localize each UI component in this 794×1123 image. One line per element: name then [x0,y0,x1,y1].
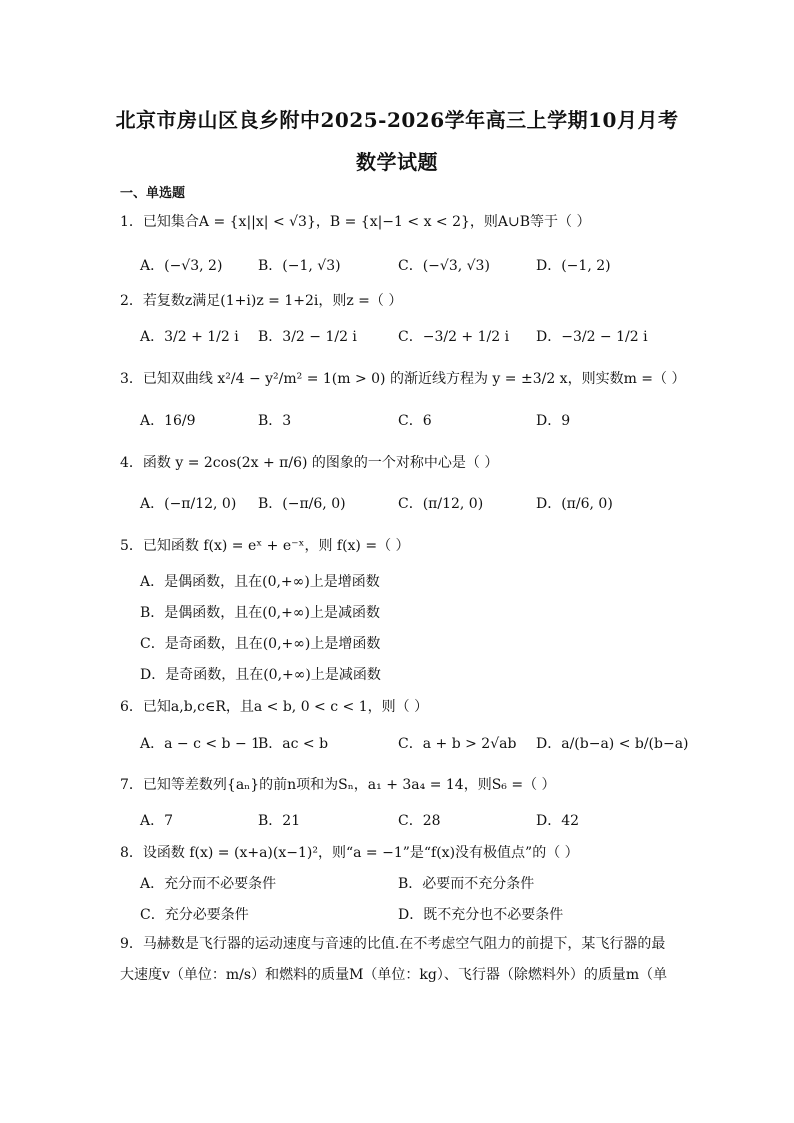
q6-option-c: C．a + b > 2√ab [398,736,517,752]
q1-option-b: B．(−1, √3) [258,258,341,274]
q7-option-d: D．42 [536,813,580,829]
q4-option-a: A．(−π/12, 0) [140,496,237,512]
q6-option-d: D．a/(b−a) < b/(b−a) [536,736,689,752]
q4-option-c: C．(π/12, 0) [398,496,484,512]
exam-title: 北京市房山区良乡附中2025-2026学年高三上学期10月月考 [115,108,679,132]
q8-option-d: D．既不充分也不必要条件 [398,907,564,923]
q2-option-a: A．3/2 + 1/2 i [140,329,239,345]
q2-option-d: D．−3/2 − 1/2 i [536,329,648,345]
question-3: 3．已知双曲线 x²/4 − y²/m² = 1(m > 0) 的渐近线方程为 y = ±3/2 x，则实数m =（ ） [120,371,686,387]
q6-option-a: A．a − c < b − 1 [140,736,261,752]
q7-option-b: B．21 [258,813,301,829]
q3-option-d: D．9 [536,413,571,429]
q7-option-a: A．7 [140,813,174,829]
q5-option-d: D．是奇函数，且在(0,+∞)上是减函数 [140,667,381,683]
q2-option-b: B．3/2 − 1/2 i [258,329,357,345]
q7-option-c: C．28 [398,813,441,829]
question-8: 8．设函数 f(x) = (x+a)(x−1)²，则“a = −1”是“f(x)没有极值点”的（ ） [120,845,579,861]
question-7: 7．已知等差数列{aₙ}的前n项和为Sₙ，a₁ + 3a₄ = 14，则S₆ =（ ） [120,777,556,793]
q5-option-a: A．是偶函数，且在(0,+∞)上是增函数 [140,574,380,590]
q1-option-c: C．(−√3, √3) [398,258,490,274]
question-6: 6．已知a,b,c∈R，且a < b, 0 < c < 1，则（ ） [120,699,429,715]
q2-option-c: C．−3/2 + 1/2 i [398,329,510,345]
q3-option-a: A．16/9 [140,413,196,429]
exam-subtitle: 数学试题 [356,150,438,174]
q1-option-d: D．(−1, 2) [536,258,611,274]
q8-option-a: A．充分而不必要条件 [140,876,277,892]
q8-option-c: C．充分必要条件 [140,907,249,923]
section-heading: 一、单选题 [120,186,186,201]
q8-option-b: B．必要而不充分条件 [398,876,535,892]
q4-option-b: B．(−π/6, 0) [258,496,346,512]
question-5: 5．已知函数 f(x) = eˣ + e⁻ˣ，则 f(x) =（ ） [120,538,410,554]
question-2: 2．若复数z满足(1+i)z = 1+2i，则z =（ ） [120,293,403,309]
q5-option-c: C．是奇函数，且在(0,+∞)上是增函数 [140,636,381,652]
q3-option-c: C．6 [398,413,432,429]
q5-option-b: B．是偶函数，且在(0,+∞)上是减函数 [140,605,380,621]
q4-option-d: D．(π/6, 0) [536,496,613,512]
q1-option-a: A．(−√3, 2) [140,258,223,274]
question-4: 4．函数 y = 2cos(2x + π/6) 的图象的一个对称中心是（ ） [120,455,499,471]
q3-option-b: B．3 [258,413,292,429]
q6-option-b: B．ac < b [258,736,329,752]
question-9: 9．马赫数是飞行器的运动速度与音速的比值.在不考虑空气阻力的前提下，某飞行器的最大速度v（单位：m/s）和燃料的质量M（单位：kg）、飞行器（除燃料外）的质量m（单 [120,936,668,983]
question-1: 1．已知集合A = {x||x| < √3}，B = {x|−1 < x < 2}，则A∪B等于（ ） [120,214,591,230]
